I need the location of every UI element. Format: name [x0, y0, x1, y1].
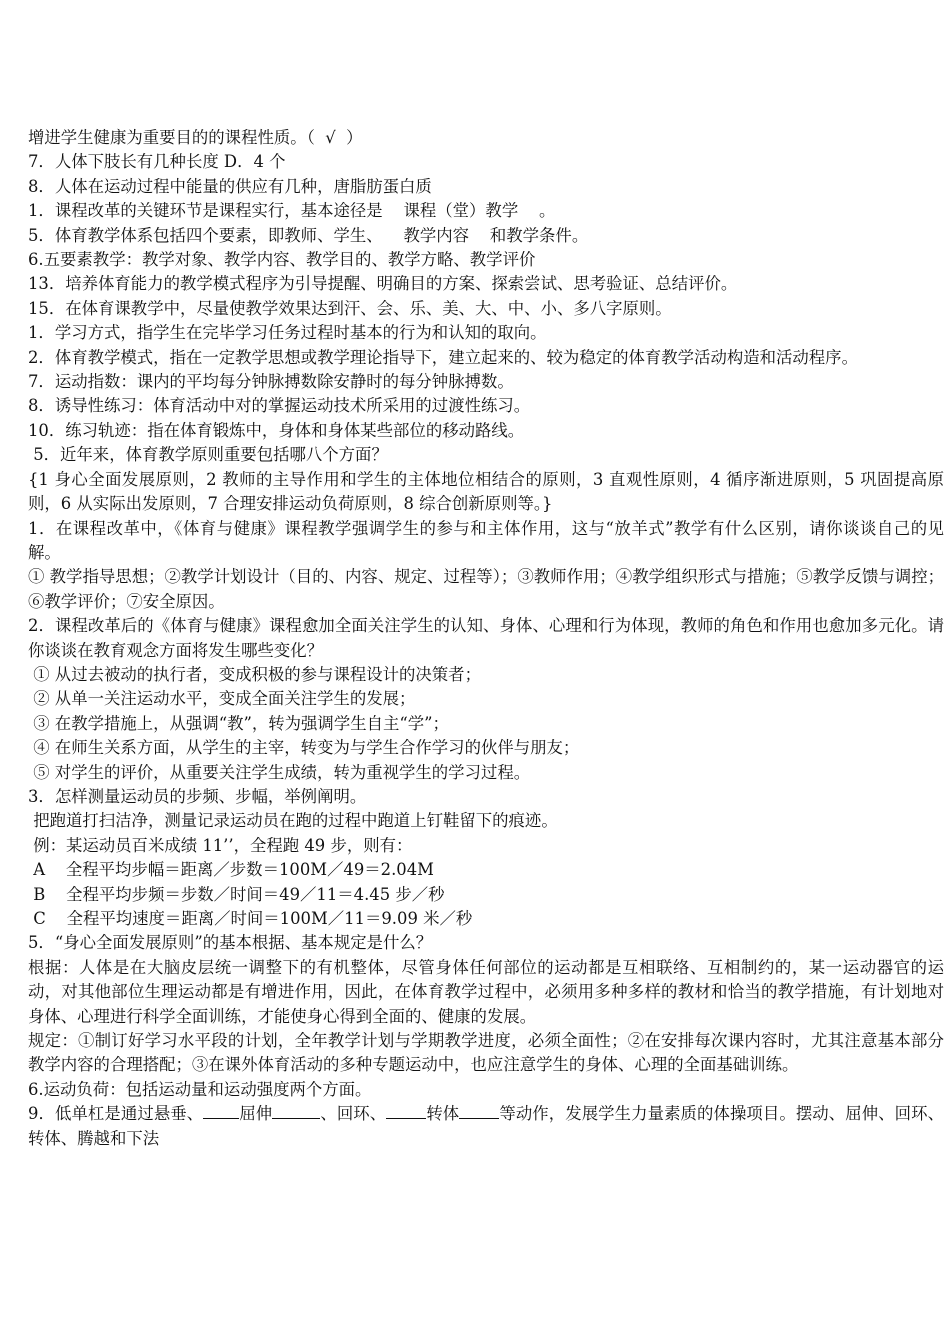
- text-line: 1．学习方式，指学生在完毕学习任务过程时基本的行为和认知的取向。: [28, 323, 547, 343]
- text-paragraph: 根据：人体是在大脑皮层统一调整下的有机整体，尽管身体任何部位的运动都是互相联络、互相制约的，某一运动器官的运动，对其他部位生理运动都是有增进作用，因此，在体育教学过程中，必须用多种多样的教材和恰当的教学措施，有计划地对身体、心理进行科学全面训练，才能使身心得到全面的、健康的发展。: [28, 957, 944, 1026]
- text-line: 6.五要素教学：教学对象、教学内容、教学目的、教学方略、教学评价: [28, 250, 536, 270]
- text-paragraph: 1．在课程改革中，《体育与健康》课程教学强调学生的参与和主体作用，这与“放羊式”教学有什么区别，请你谈谈自己的见解。: [28, 518, 944, 562]
- text-line: 13．培养体育能力的教学模式程序为引导提醒、明确目的方案、探索尝试、思考验证、总结评价。: [28, 274, 738, 294]
- blank-4: [459, 1118, 499, 1119]
- blank-3: [386, 1118, 426, 1119]
- q9-answer-2: 转体: [426, 1104, 460, 1124]
- blank-1: [203, 1118, 239, 1119]
- text-line: 8．人体在运动过程中能量的供应有几种，唐脂肪蛋白质: [28, 176, 432, 196]
- text-line: 例：某运动员百米成绩 11’’，全程跑 49 步，则有：: [28, 835, 413, 855]
- text-line: 15．在体育课教学中，尽量使教学效果达到汗、会、乐、美、大、中、小、多八字原则。: [28, 298, 672, 318]
- text-line: 1．课程改革的关键环节是课程实行，基本途径是 课程（堂）教学 。: [28, 201, 556, 221]
- text-line: ⑤ 对学生的评价，从重要关注学生成绩，转为重视学生的学习过程。: [28, 762, 531, 782]
- q9-text-2: 、回环、: [320, 1104, 387, 1124]
- text-paragraph: 2．课程改革后的《体育与健康》课程愈加全面关注学生的认知、身体、心理和行为体现，教师的角色和作用也愈加多元化。请你谈谈在教育观念方面将发生哪些变化？: [28, 616, 944, 660]
- document-page: [28, 126, 944, 1151]
- text-line: 5．近年来，体育教学原则重要包括哪八个方面？: [28, 445, 388, 465]
- text-line: C 全程平均速度＝距离／时间＝100M／11＝9.09 米／秒: [28, 909, 473, 928]
- text-line: ③ 在教学措施上，从强调“教”，转为强调学生自主“学”；: [28, 713, 449, 733]
- text-paragraph: {1 身心全面发展原则，2 教师的主导作用和学生的主体地位相结合的原则，3 直观性原则，4 循序渐进原则，5 巩固提高原则，6 从实际出发原则，7 合理安排运动负荷原则，8 综合创新原则等。}: [28, 469, 944, 514]
- text-line: A 全程平均步幅＝距离／步数＝100M／49＝2.04M: [28, 860, 434, 880]
- text-line: 7．人体下肢长有几种长度 D．4 个: [28, 152, 286, 172]
- text-line: 把跑道打扫洁净，测量记录运动员在跑的过程中跑道上钉鞋留下的痕迹。: [28, 811, 558, 831]
- text-line: 10．练习轨迹：指在体育锻炼中，身体和身体某些部位的移动路线。: [28, 420, 525, 440]
- text-line: ② 从单一关注运动水平，变成全面关注学生的发展；: [28, 689, 416, 709]
- text-line: ① 从过去被动的执行者，变成积极的参与课程设计的决策者；: [28, 664, 481, 684]
- text-line: 8．诱导性练习：体育活动中对的掌握运动技术所采用的过渡性练习。: [28, 396, 531, 416]
- text-paragraph: ① 教学指导思想；②教学计划设计（目的、内容、规定、过程等）；③教师作用；④教学组织形式与措施；⑤教学反馈与调控；⑥教学评价；⑦安全原因。: [28, 567, 944, 611]
- text-paragraph: 规定：①制订好学习水平段的计划，全年教学计划与学期教学进度，必须全面性；②在安排每次课内容时，尤其注意基本部分教学内容的合理搭配；③在课外体育活动的多种专题运动中，也应注意学生的身体、心理的全面基础训练。: [28, 1031, 944, 1075]
- text-paragraph: 2．体育教学模式，指在一定教学思想或教学理论指导下，建立起来的、较为稳定的体育教学活动构造和活动程序。: [28, 347, 858, 367]
- text-line: 5．体育教学体系包括四个要素，即教师、学生、 教学内容 和教学条件。: [28, 225, 589, 245]
- text-line: 7．运动指数：课内的平均每分钟脉搏数除安静时的每分钟脉搏数。: [28, 372, 514, 392]
- text-line: B 全程平均步频＝步数／时间＝49／11＝4.45 步／秒: [28, 884, 445, 904]
- q9-text-1: 9．低单杠是通过悬垂、: [28, 1104, 204, 1124]
- text-line: 3．怎样测量运动员的步频、步幅，举例阐明。: [28, 786, 367, 806]
- blank-2: [272, 1118, 320, 1119]
- q9-answer-1: 屈伸: [239, 1104, 273, 1124]
- text-line: 6.运动负荷：包括运动量和运动强度两个方面。: [28, 1079, 372, 1099]
- text-line: ④ 在师生关系方面，从学生的主宰，转变为与学生合作学习的伙伴与朋友；: [28, 738, 580, 758]
- q9-text-3: 等动作，发展学生力量素质的体操项目。摆动、屈伸、回环、转体、腾越和下法: [28, 1104, 945, 1148]
- fill-blank-question: [28, 1102, 944, 1151]
- text-line: 5．“身心全面发展原则”的基本根据、基本规定是什么？: [28, 933, 433, 953]
- text-line: 增进学生健康为重要目的的课程性质。（ √ ）: [28, 128, 363, 147]
